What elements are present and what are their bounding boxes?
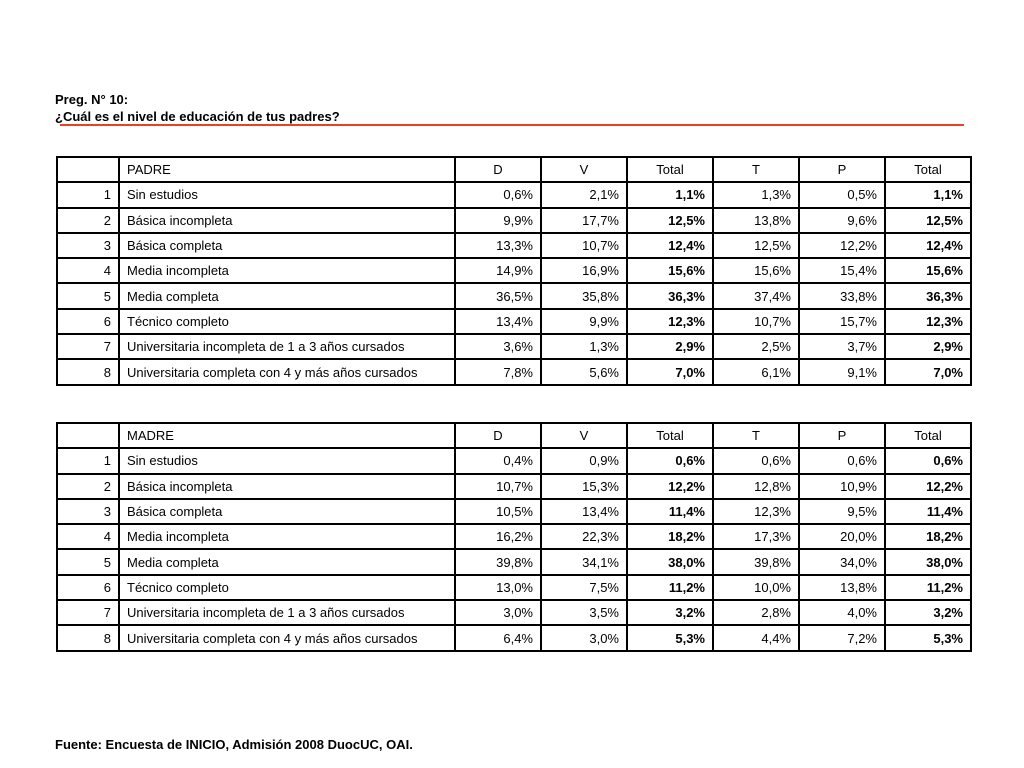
cell-d: 14,9% — [455, 258, 541, 283]
cell-t: 12,8% — [713, 474, 799, 499]
cell-total-2: 18,2% — [885, 524, 971, 549]
cell-p: 34,0% — [799, 549, 885, 574]
cell-total-1: 5,3% — [627, 625, 713, 650]
header-cell-v: V — [541, 157, 627, 182]
table-row — [57, 625, 971, 650]
cell-v: 10,7% — [541, 233, 627, 258]
cell-total-2: 0,6% — [885, 448, 971, 473]
cell-total-2: 1,1% — [885, 182, 971, 207]
header-cell-row-number — [57, 157, 119, 182]
table-row — [57, 474, 971, 499]
cell-t: 39,8% — [713, 549, 799, 574]
cell-total-2: 12,3% — [885, 309, 971, 334]
cell-d: 13,3% — [455, 233, 541, 258]
cell-total-2: 7,0% — [885, 359, 971, 384]
table-row — [57, 233, 971, 258]
cell-t: 1,3% — [713, 182, 799, 207]
cell-v: 9,9% — [541, 309, 627, 334]
cell-p: 0,5% — [799, 182, 885, 207]
table-row — [57, 524, 971, 549]
madre-table — [56, 422, 972, 652]
cell-d: 3,0% — [455, 600, 541, 625]
table-row — [57, 600, 971, 625]
cell-t: 6,1% — [713, 359, 799, 384]
cell-p: 12,2% — [799, 233, 885, 258]
cell-d: 9,9% — [455, 208, 541, 233]
cell-v: 1,3% — [541, 334, 627, 359]
cell-t: 10,7% — [713, 309, 799, 334]
cell-level: Básica incompleta — [119, 474, 455, 499]
cell-t: 17,3% — [713, 524, 799, 549]
cell-level: Básica completa — [119, 233, 455, 258]
cell-d: 6,4% — [455, 625, 541, 650]
cell-t: 12,5% — [713, 233, 799, 258]
cell-level: Universitaria incompleta de 1 a 3 años cursados — [119, 600, 455, 625]
cell-row-number: 5 — [57, 549, 119, 574]
cell-total-2: 2,9% — [885, 334, 971, 359]
cell-row-number: 3 — [57, 233, 119, 258]
cell-t: 0,6% — [713, 448, 799, 473]
cell-p: 10,9% — [799, 474, 885, 499]
table-row — [57, 334, 971, 359]
cell-v: 17,7% — [541, 208, 627, 233]
cell-v: 15,3% — [541, 474, 627, 499]
header-cell-p: P — [799, 423, 885, 448]
cell-t: 12,3% — [713, 499, 799, 524]
table-row — [57, 283, 971, 308]
cell-total-2: 38,0% — [885, 549, 971, 574]
header-cell-t: T — [713, 423, 799, 448]
cell-d: 10,7% — [455, 474, 541, 499]
header-cell-level: PADRE — [119, 157, 455, 182]
cell-v: 5,6% — [541, 359, 627, 384]
cell-total-1: 1,1% — [627, 182, 713, 207]
cell-level: Básica completa — [119, 499, 455, 524]
cell-row-number: 8 — [57, 359, 119, 384]
cell-level: Técnico completo — [119, 309, 455, 334]
cell-t: 37,4% — [713, 283, 799, 308]
header-cell-d: D — [455, 157, 541, 182]
cell-p: 15,4% — [799, 258, 885, 283]
cell-total-1: 12,4% — [627, 233, 713, 258]
title-underline — [60, 124, 964, 126]
padre-header-row — [57, 157, 971, 182]
cell-level: Media incompleta — [119, 524, 455, 549]
cell-v: 13,4% — [541, 499, 627, 524]
cell-d: 10,5% — [455, 499, 541, 524]
table-row — [57, 448, 971, 473]
cell-row-number: 6 — [57, 575, 119, 600]
cell-total-1: 0,6% — [627, 448, 713, 473]
cell-v: 7,5% — [541, 575, 627, 600]
cell-p: 4,0% — [799, 600, 885, 625]
table-row — [57, 208, 971, 233]
cell-total-2: 12,4% — [885, 233, 971, 258]
cell-d: 16,2% — [455, 524, 541, 549]
cell-row-number: 3 — [57, 499, 119, 524]
cell-p: 3,7% — [799, 334, 885, 359]
cell-total-1: 7,0% — [627, 359, 713, 384]
cell-d: 36,5% — [455, 283, 541, 308]
cell-v: 16,9% — [541, 258, 627, 283]
cell-level: Sin estudios — [119, 182, 455, 207]
cell-total-2: 5,3% — [885, 625, 971, 650]
cell-v: 34,1% — [541, 549, 627, 574]
cell-level: Media incompleta — [119, 258, 455, 283]
cell-d: 39,8% — [455, 549, 541, 574]
cell-total-1: 12,5% — [627, 208, 713, 233]
cell-row-number: 6 — [57, 309, 119, 334]
cell-total-1: 11,4% — [627, 499, 713, 524]
cell-d: 13,0% — [455, 575, 541, 600]
cell-level: Básica incompleta — [119, 208, 455, 233]
cell-total-1: 36,3% — [627, 283, 713, 308]
cell-p: 33,8% — [799, 283, 885, 308]
cell-p: 20,0% — [799, 524, 885, 549]
cell-p: 9,5% — [799, 499, 885, 524]
source-note: Fuente: Encuesta de INICIO, Admisión 2008 DuocUC, OAI. — [55, 737, 413, 752]
cell-t: 2,5% — [713, 334, 799, 359]
cell-total-1: 11,2% — [627, 575, 713, 600]
cell-total-1: 18,2% — [627, 524, 713, 549]
cell-v: 2,1% — [541, 182, 627, 207]
cell-total-1: 2,9% — [627, 334, 713, 359]
cell-row-number: 5 — [57, 283, 119, 308]
header-cell-total-2: Total — [885, 157, 971, 182]
cell-row-number: 7 — [57, 600, 119, 625]
cell-d: 7,8% — [455, 359, 541, 384]
cell-total-2: 36,3% — [885, 283, 971, 308]
header-cell-t: T — [713, 157, 799, 182]
cell-level: Media completa — [119, 549, 455, 574]
cell-t: 2,8% — [713, 600, 799, 625]
cell-p: 9,1% — [799, 359, 885, 384]
cell-v: 0,9% — [541, 448, 627, 473]
cell-v: 35,8% — [541, 283, 627, 308]
question-text: ¿Cuál es el nivel de educación de tus padres? — [55, 109, 340, 124]
cell-total-1: 3,2% — [627, 600, 713, 625]
cell-d: 3,6% — [455, 334, 541, 359]
header-cell-d: D — [455, 423, 541, 448]
cell-row-number: 7 — [57, 334, 119, 359]
table-row — [57, 575, 971, 600]
header-cell-p: P — [799, 157, 885, 182]
padre-table — [56, 156, 972, 386]
cell-row-number: 2 — [57, 208, 119, 233]
cell-level: Media completa — [119, 283, 455, 308]
table-row — [57, 549, 971, 574]
cell-total-2: 12,5% — [885, 208, 971, 233]
cell-row-number: 1 — [57, 448, 119, 473]
header-cell-total-1: Total — [627, 157, 713, 182]
cell-d: 0,4% — [455, 448, 541, 473]
cell-row-number: 1 — [57, 182, 119, 207]
madre-header-row — [57, 423, 971, 448]
header-cell-v: V — [541, 423, 627, 448]
table-row — [57, 309, 971, 334]
cell-total-2: 11,4% — [885, 499, 971, 524]
cell-total-2: 11,2% — [885, 575, 971, 600]
header-cell-total-2: Total — [885, 423, 971, 448]
cell-v: 22,3% — [541, 524, 627, 549]
question-label: Preg. N° 10: — [55, 92, 129, 107]
cell-t: 4,4% — [713, 625, 799, 650]
cell-total-1: 38,0% — [627, 549, 713, 574]
table-row — [57, 499, 971, 524]
cell-row-number: 4 — [57, 524, 119, 549]
header-cell-level: MADRE — [119, 423, 455, 448]
cell-total-2: 15,6% — [885, 258, 971, 283]
cell-row-number: 4 — [57, 258, 119, 283]
cell-v: 3,5% — [541, 600, 627, 625]
cell-d: 0,6% — [455, 182, 541, 207]
cell-total-1: 12,3% — [627, 309, 713, 334]
cell-level: Sin estudios — [119, 448, 455, 473]
cell-p: 13,8% — [799, 575, 885, 600]
cell-total-1: 15,6% — [627, 258, 713, 283]
cell-t: 10,0% — [713, 575, 799, 600]
table-row — [57, 258, 971, 283]
cell-p: 7,2% — [799, 625, 885, 650]
cell-total-1: 12,2% — [627, 474, 713, 499]
cell-row-number: 8 — [57, 625, 119, 650]
table-row — [57, 182, 971, 207]
cell-level: Técnico completo — [119, 575, 455, 600]
cell-level: Universitaria incompleta de 1 a 3 años cursados — [119, 334, 455, 359]
cell-t: 13,8% — [713, 208, 799, 233]
cell-p: 0,6% — [799, 448, 885, 473]
cell-d: 13,4% — [455, 309, 541, 334]
cell-level: Universitaria completa con 4 y más años cursados — [119, 625, 455, 650]
cell-t: 15,6% — [713, 258, 799, 283]
header-cell-row-number — [57, 423, 119, 448]
cell-p: 9,6% — [799, 208, 885, 233]
cell-total-2: 3,2% — [885, 600, 971, 625]
cell-v: 3,0% — [541, 625, 627, 650]
header-cell-total-1: Total — [627, 423, 713, 448]
cell-level: Universitaria completa con 4 y más años cursados — [119, 359, 455, 384]
cell-p: 15,7% — [799, 309, 885, 334]
cell-total-2: 12,2% — [885, 474, 971, 499]
cell-row-number: 2 — [57, 474, 119, 499]
table-row — [57, 359, 971, 384]
